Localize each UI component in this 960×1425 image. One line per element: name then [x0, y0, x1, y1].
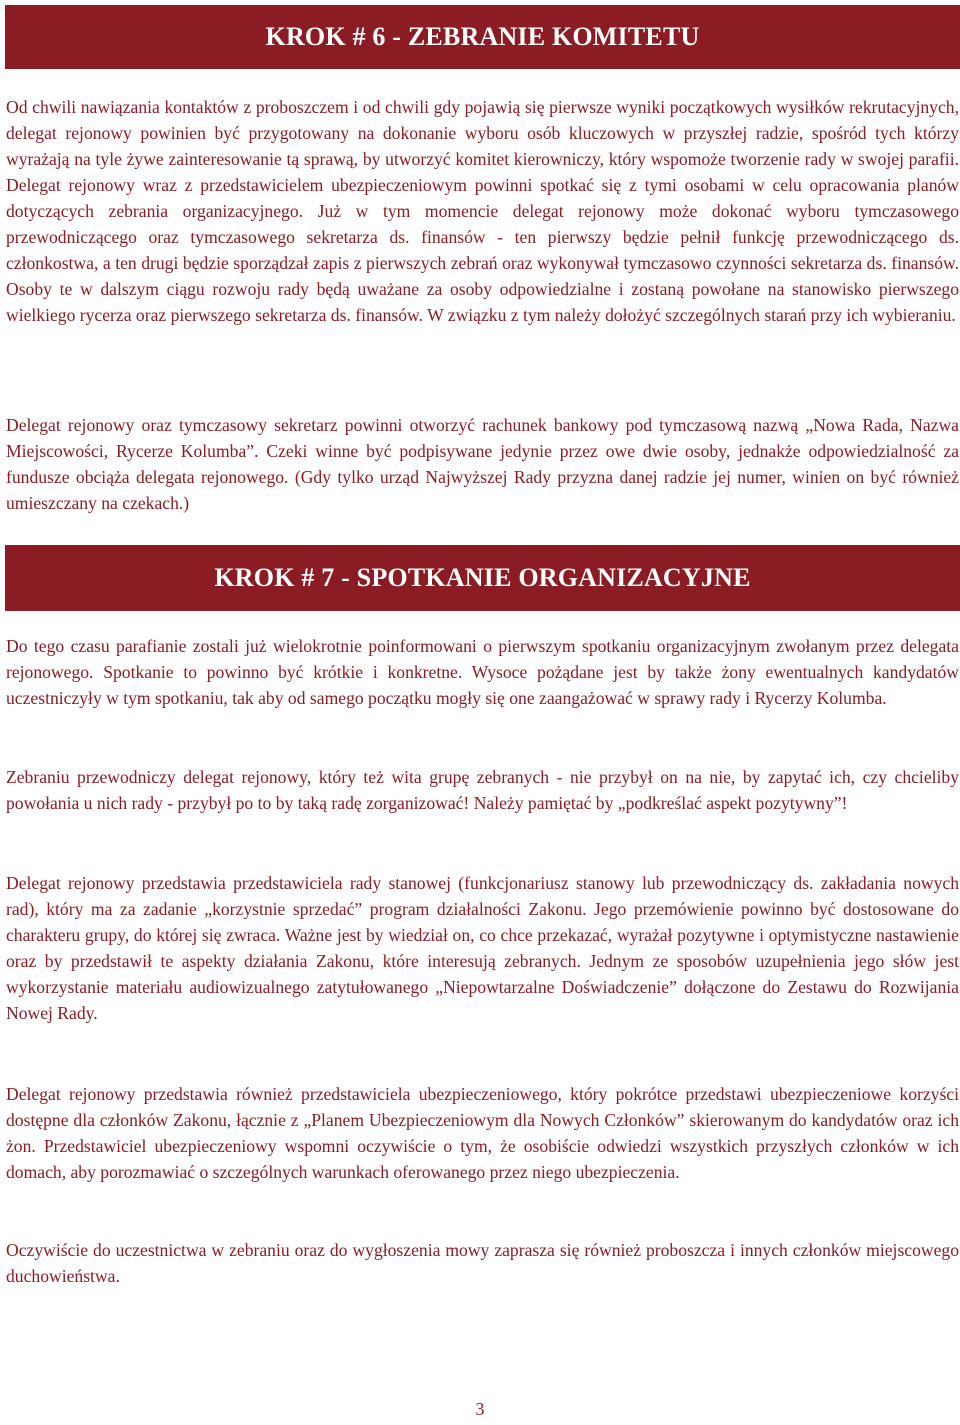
- step-6-heading-banner: [5, 5, 960, 69]
- step-7-paragraph-2: Zebraniu przewodniczy delegat rejonowy, który też wita grupę zebranych - nie przybył on na nie, by zapytać ich, czy chcieliby powołania u nich rady - przybył po to by taką radę zorganizować! Należy pamiętać by „podkreślać aspekt pozytywny”!: [6, 767, 959, 813]
- step-7-paragraph-1: Do tego czasu parafianie zostali już wielokrotnie poinformowani o pierwszym spotkaniu organizacyjnym zwołanym przez delegata rejonowego. Spotkanie to powinno być krótkie i konkretne. Wysoce pożądane jest by także żony ewentualnych kandydatów uczestniczyły w tym spotkaniu, tak aby od samego początku mogły się one zaangażować w sprawy rady i Rycerzy Kolumba.: [6, 636, 959, 708]
- step-6-paragraph-2: Delegat rejonowy oraz tymczasowy sekretarz powinni otworzyć rachunek bankowy pod tymczasową nazwą „Nowa Rada, Nazwa Miejscowości, Rycerze Kolumba”. Czeki winne być podpisywane jedynie przez owe dwie osoby, jednakże odpowiedzialność za fundusze obciąża delegata rejonowego. (Gdy tylko urząd Najwyższej Rady przyzna danej radzie jej numer, winien on być również umieszczany na czekach.): [6, 415, 959, 513]
- step-7-heading: KROK # 7 - SPOTKANIE ORGANIZACYJNE: [214, 563, 751, 592]
- step-7-paragraph-5: Oczywiście do uczestnictwa w zebraniu oraz do wygłoszenia mowy zaprasza się również proboszcza i innych członków miejscowego duchowieństwa.: [6, 1240, 959, 1286]
- step-7-heading-banner: [5, 545, 960, 611]
- step-7-paragraph-4: Delegat rejonowy przedstawia również przedstawiciela ubezpieczeniowego, który pokrótce przedstawi ubezpieczeniowe korzyści dostępne dla członków Zakonu, łącznie z „Planem Ubezpieczeniowym dla Nowych Członków” skierowanym do kandydatów oraz ich żon. Przedstawiciel ubezpieczeniowy wspomni oczywiście o tym, że osobiście odwiedzi wszystkich przyszłych członków w ich domach, aby porozmawiać o szczególnych warunkach oferowanego przez niego ubezpieczenia.: [6, 1084, 959, 1182]
- step-6-paragraph-1: Od chwili nawiązania kontaktów z proboszczem i od chwili gdy pojawią się pierwsze wyniki początkowych wysiłków rekrutacyjnych, delegat rejonowy powinien być przygotowany na dokonanie wyboru osób kluczowych w przyszłej radzie, spośród tych którzy wyrażają na tyle żywe zainteresowanie tą sprawą, by utworzyć komitet kierowniczy, który wspomoże tworzenie rady w swojej parafii. Delegat rejonowy wraz z przedstawicielem ubezpieczeniowym powinni spotkać się z tymi osobami w celu opracowania planów dotyczących zebrania organizacyjnego. Już w tym momencie delegat rejonowy może dokonać wyboru tymczasowego przewodniczącego oraz tymczasowego sekretarza ds. finansów - ten pierwszy będzie pełnił funkcję przewodniczącego ds. członkostwa, a ten drugi będzie sporządzał zapis z pierwszych zebrań oraz wykonywał tymczasowo czynności sekretarza ds. finansów. Osoby te w dalszym ciągu rozwoju rady będą uważane za osoby odpowiedzialne i zostaną powołane na stanowisko pierwszego wielkiego rycerza oraz pierwszego sekretarza ds. finansów. W związku z tym należy dołożyć szczególnych starań przy ich wybieraniu.: [6, 97, 959, 325]
- page-number: 3: [475, 1399, 485, 1419]
- step-6-heading: KROK # 6 - ZEBRANIE KOMITETU: [265, 22, 700, 51]
- step-7-paragraph-3: Delegat rejonowy przedstawia przedstawiciela rady stanowej (funkcjonariusz stanowy lub przewodniczący ds. zakładania nowych rad), który ma za zadanie „korzystnie sprzedać” program działalności Zakonu. Jego przemówienie powinno być dostosowane do charakteru grupy, do której się zwraca. Ważne jest by wiedział on, co chce przekazać, wyrażał pozytywne i optymistyczne nastawienie oraz by przedstawił te aspekty działania Zakonu, które interesują zebranych. Jednym ze sposobów uzupełnienia jego słów jest wykorzystanie materiału audiowizualnego zatytułowanego „Niepowtarzalne Doświadczenie” dołączone do Zestawu do Rozwijania Nowej Rady.: [6, 873, 959, 1023]
